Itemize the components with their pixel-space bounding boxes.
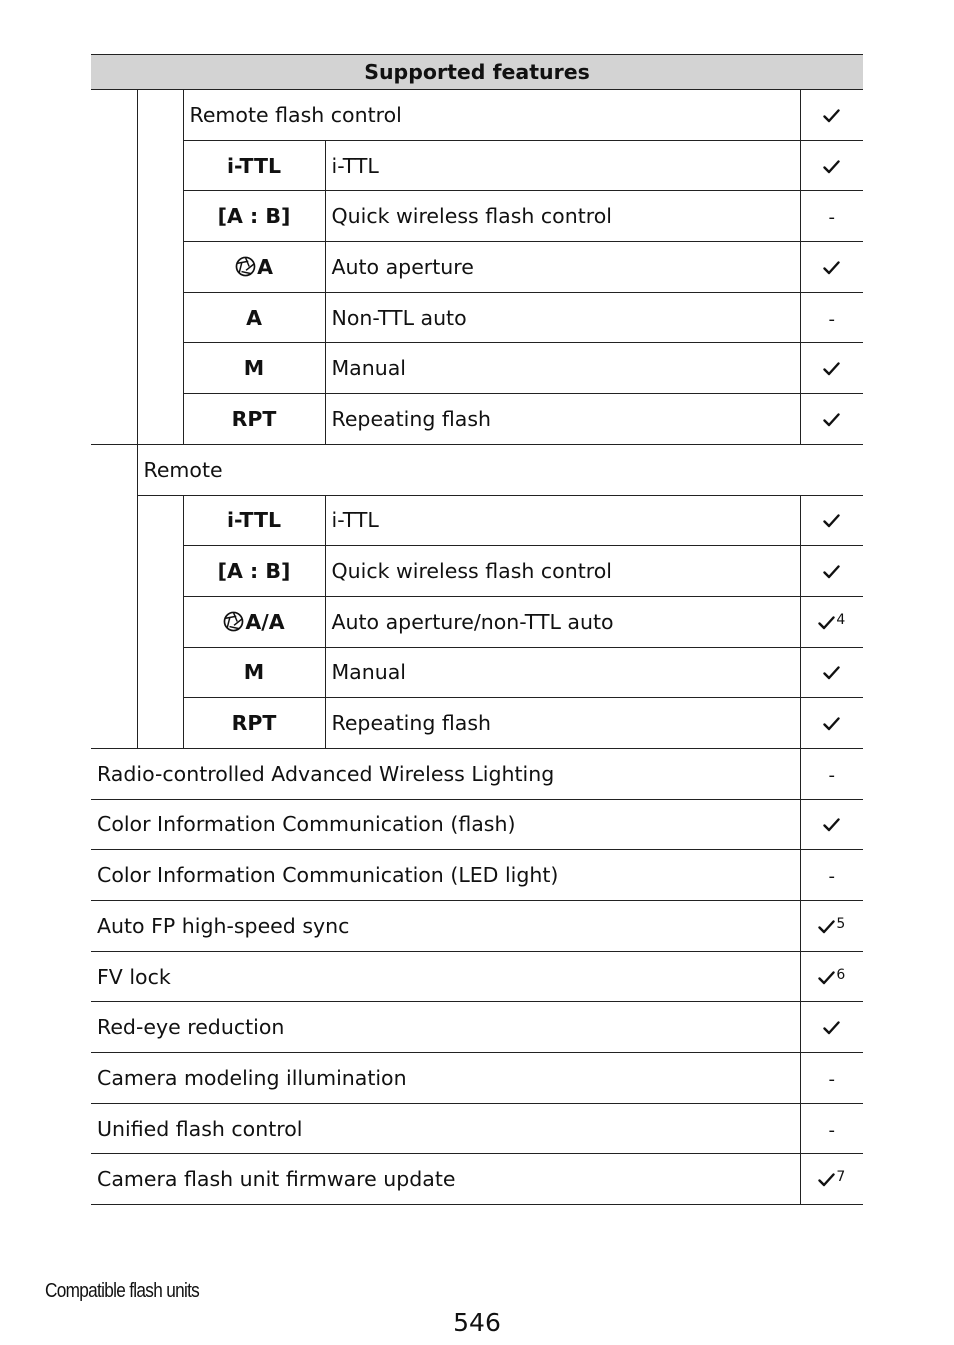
- check-icon: [818, 1167, 835, 1191]
- not-supported-dash: -: [828, 207, 836, 229]
- mode-code: M: [243, 660, 265, 685]
- check-icon: [823, 660, 840, 684]
- mode-code-cell: [183, 546, 325, 597]
- not-supported-dash: -: [828, 866, 836, 888]
- table-row: [91, 698, 863, 749]
- table-row: [91, 292, 863, 343]
- mode-code-cell: [183, 394, 325, 445]
- check-icon: [823, 103, 840, 127]
- feature-label: Auto FP high-speed sync: [91, 901, 800, 952]
- table-row: [91, 850, 863, 901]
- mode-code-cell: [183, 698, 325, 749]
- mode-code: M: [243, 356, 265, 381]
- support-mark-cell: [800, 1103, 863, 1154]
- table-row: [91, 444, 863, 495]
- support-mark-cell: [800, 394, 863, 445]
- table-header: Supported features: [91, 55, 863, 90]
- feature-label: Camera modeling illumination: [91, 1053, 800, 1104]
- mode-code-cell: [183, 242, 325, 293]
- table-row: [91, 140, 863, 191]
- footnote-ref: 5: [836, 915, 846, 932]
- mode-code: RPT: [231, 711, 277, 736]
- table-row: [91, 1154, 863, 1205]
- table-row: [91, 343, 863, 394]
- indent-cell: [137, 495, 183, 748]
- mode-description: Quick wireless flash control: [325, 546, 800, 597]
- support-mark-cell: [800, 1053, 863, 1104]
- mode-code: A: [257, 254, 273, 279]
- check-icon: [818, 914, 835, 938]
- support-mark-cell: [800, 698, 863, 749]
- table-row: [91, 90, 863, 141]
- feature-label: FV lock: [91, 951, 800, 1002]
- support-mark-cell: [800, 191, 863, 242]
- table-row: [91, 394, 863, 445]
- not-supported-dash: -: [828, 308, 836, 330]
- mode-description: Repeating flash: [325, 698, 800, 749]
- mode-description: Non-TTL auto: [325, 292, 800, 343]
- table-row: [91, 546, 863, 597]
- table-row: [91, 191, 863, 242]
- table-row: [91, 951, 863, 1002]
- table-row: [91, 242, 863, 293]
- check-icon: [823, 812, 840, 836]
- mode-code: i-TTL: [226, 508, 282, 533]
- mode-code: i-TTL: [226, 153, 282, 178]
- check-icon: [818, 610, 835, 634]
- support-mark-cell: [800, 748, 863, 799]
- mode-code-cell: [183, 596, 325, 647]
- footnote-ref: 6: [836, 966, 846, 983]
- mode-description: i-TTL: [325, 140, 800, 191]
- indent-cell: [91, 444, 137, 748]
- not-supported-dash: -: [828, 1068, 836, 1090]
- mode-description: Quick wireless flash control: [325, 191, 800, 242]
- mode-code-cell: [183, 140, 325, 191]
- mode-code: RPT: [231, 406, 277, 431]
- table-row: [91, 1103, 863, 1154]
- table-row: [91, 596, 863, 647]
- support-mark-cell: [800, 799, 863, 850]
- not-supported-dash: -: [828, 1119, 836, 1141]
- mode-code: A/A: [245, 609, 285, 634]
- row-label: Remote flash control: [183, 90, 800, 141]
- footnote-ref: 7: [836, 1169, 846, 1186]
- feature-label: Camera flash unit firmware update: [91, 1154, 800, 1205]
- feature-label: Color Information Communication (flash): [91, 799, 800, 850]
- mode-description: Manual: [325, 343, 800, 394]
- table-row: [91, 1002, 863, 1053]
- check-icon: [823, 559, 840, 583]
- mode-code-cell: [183, 343, 325, 394]
- footnote-ref: 4: [836, 611, 846, 628]
- mode-code: [A : B]: [217, 559, 291, 584]
- mode-code-cell: [183, 292, 325, 343]
- indent-cell: [91, 90, 137, 445]
- check-icon: [823, 711, 840, 735]
- support-mark-cell: [800, 292, 863, 343]
- support-mark-cell: [800, 647, 863, 698]
- check-icon: [823, 1015, 840, 1039]
- mode-code-cell: [183, 191, 325, 242]
- mode-description: Repeating flash: [325, 394, 800, 445]
- support-mark-cell: [800, 850, 863, 901]
- support-mark-cell: [800, 343, 863, 394]
- supported-features-table: [91, 54, 863, 1205]
- mode-code: [A : B]: [217, 204, 291, 229]
- check-icon: [823, 154, 840, 178]
- feature-label: Unified flash control: [91, 1103, 800, 1154]
- feature-label: Radio-controlled Advanced Wireless Lighting: [91, 748, 800, 799]
- check-icon: [823, 356, 840, 380]
- table-row: [91, 799, 863, 850]
- section-title: Compatible flash units: [45, 1280, 200, 1302]
- mode-code-cell: [183, 495, 325, 546]
- support-mark-cell: [800, 596, 863, 647]
- auto-aperture-icon: [235, 255, 257, 279]
- feature-label: Red-eye reduction: [91, 1002, 800, 1053]
- table-row: [91, 647, 863, 698]
- support-mark-cell: [800, 90, 863, 141]
- not-supported-dash: -: [828, 764, 836, 786]
- table-row: [91, 1053, 863, 1104]
- support-mark-cell: [800, 901, 863, 952]
- check-icon: [818, 965, 835, 989]
- support-mark-cell: [800, 242, 863, 293]
- support-mark-cell: [800, 951, 863, 1002]
- table-row: [91, 495, 863, 546]
- check-icon: [823, 508, 840, 532]
- table-row: [91, 901, 863, 952]
- remote-label: Remote: [137, 444, 863, 495]
- table-row: [91, 748, 863, 799]
- auto-aperture-icon: [223, 610, 245, 634]
- support-mark-cell: [800, 1154, 863, 1205]
- mode-description: i-TTL: [325, 495, 800, 546]
- mode-description: Auto aperture/non-TTL auto: [325, 596, 800, 647]
- mode-code: A: [246, 305, 262, 330]
- mode-code-cell: [183, 647, 325, 698]
- indent-cell: [137, 90, 183, 445]
- check-icon: [823, 407, 840, 431]
- mode-description: Auto aperture: [325, 242, 800, 293]
- support-mark-cell: [800, 140, 863, 191]
- support-mark-cell: [800, 495, 863, 546]
- page-number: 546: [453, 1308, 501, 1337]
- support-mark-cell: [800, 1002, 863, 1053]
- feature-label: Color Information Communication (LED light): [91, 850, 800, 901]
- check-icon: [823, 255, 840, 279]
- mode-description: Manual: [325, 647, 800, 698]
- support-mark-cell: [800, 546, 863, 597]
